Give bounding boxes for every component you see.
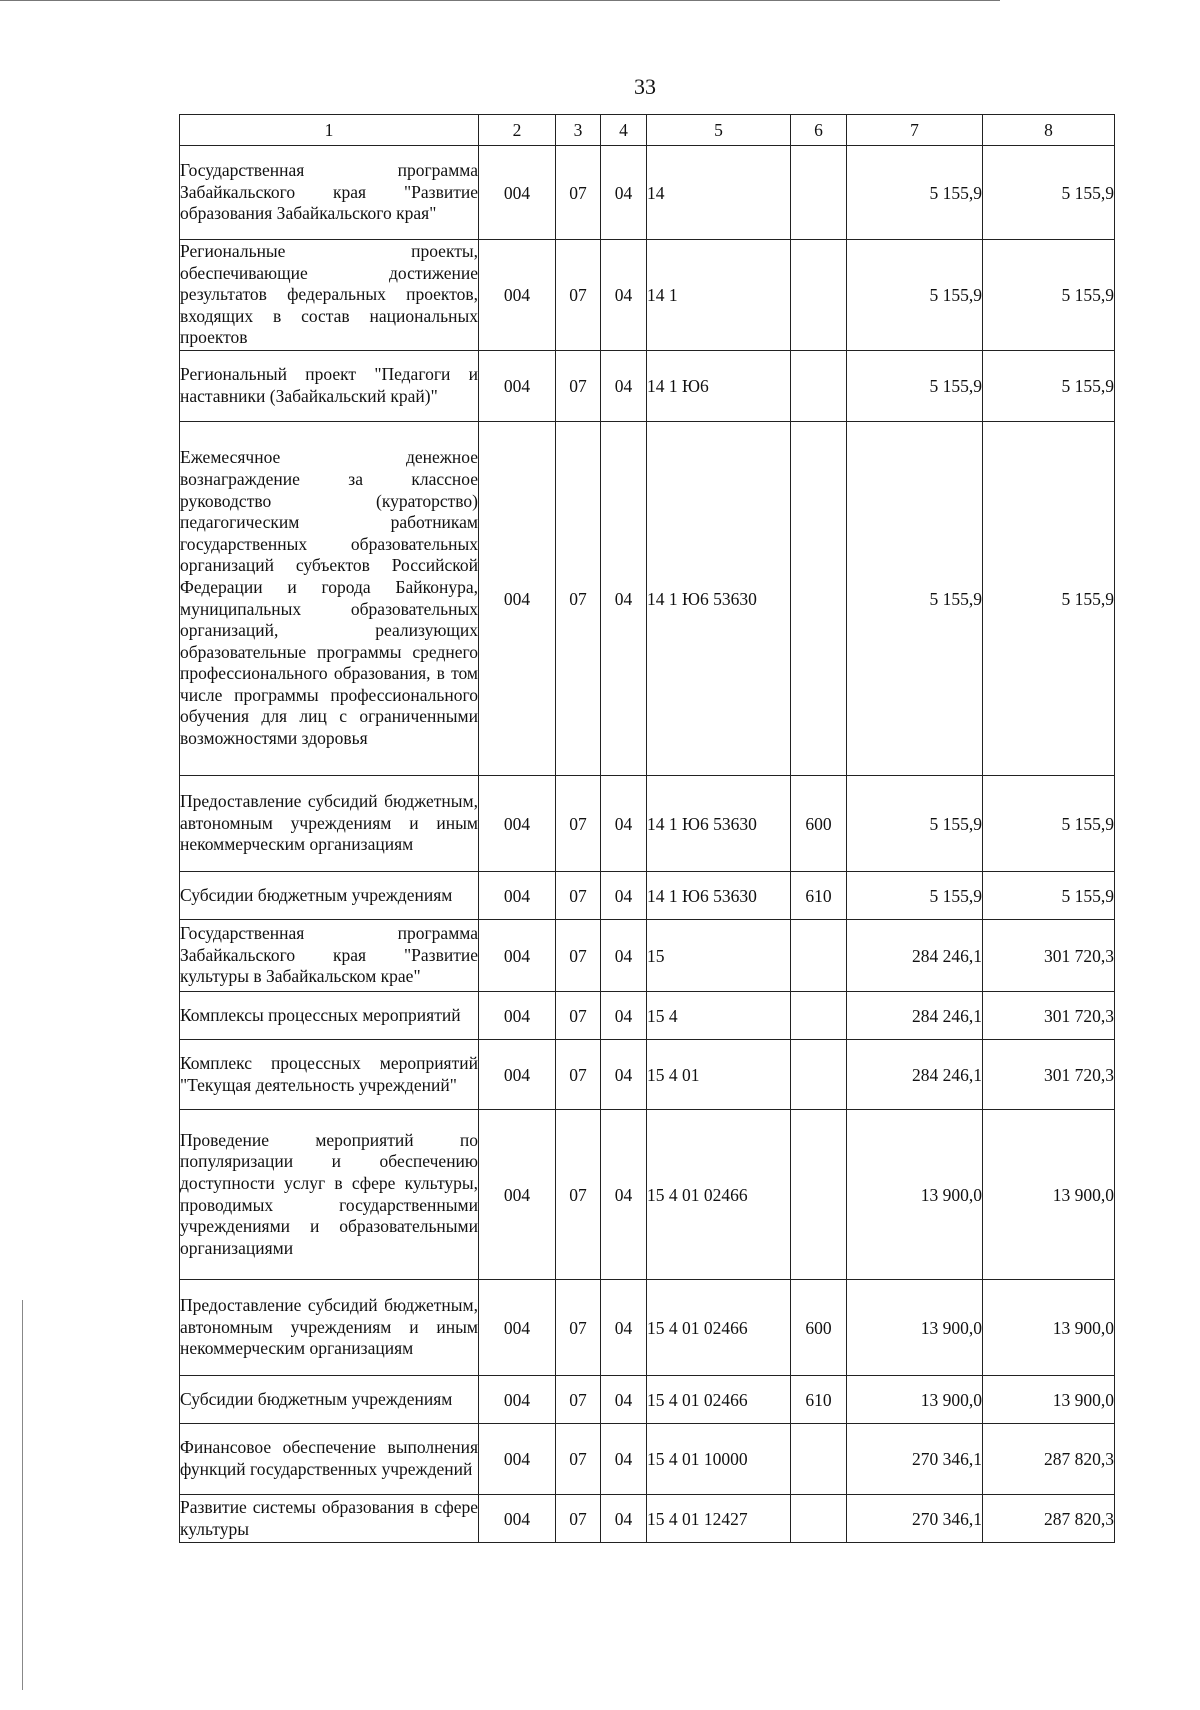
cell-amount-year2: 301 720,3 xyxy=(983,1040,1115,1110)
cell-target: 15 4 01 02466 xyxy=(647,1110,791,1280)
cell-target: 15 4 01 02466 xyxy=(647,1280,791,1376)
header-col-2: 2 xyxy=(479,115,556,146)
cell-amount-year2: 5 155,9 xyxy=(983,776,1115,872)
cell-section: 07 xyxy=(556,351,601,422)
cell-amount-year2: 5 155,9 xyxy=(983,351,1115,422)
cell-subsection: 04 xyxy=(601,1495,647,1543)
cell-admin: 004 xyxy=(479,872,556,920)
cell-amount-year1: 13 900,0 xyxy=(847,1110,983,1280)
table-row xyxy=(180,240,1115,351)
cell-subsection: 04 xyxy=(601,1376,647,1424)
header-col-7: 7 xyxy=(847,115,983,146)
table-row xyxy=(180,1280,1115,1376)
cell-target: 14 1 Ю6 53630 xyxy=(647,776,791,872)
table-row xyxy=(180,1495,1115,1543)
row-name: Комплексы процессных мероприятий xyxy=(180,992,479,1040)
header-col-5: 5 xyxy=(647,115,791,146)
table-row xyxy=(180,1110,1115,1280)
cell-amount-year2: 287 820,3 xyxy=(983,1424,1115,1495)
cell-amount-year1: 270 346,1 xyxy=(847,1495,983,1543)
scan-left-edge xyxy=(22,1300,23,1690)
cell-amount-year1: 284 246,1 xyxy=(847,1040,983,1110)
cell-section: 07 xyxy=(556,992,601,1040)
cell-amount-year1: 284 246,1 xyxy=(847,992,983,1040)
cell-amount-year1: 5 155,9 xyxy=(847,776,983,872)
table-body xyxy=(180,146,1115,1543)
header-col-3: 3 xyxy=(556,115,601,146)
cell-target: 15 xyxy=(647,920,791,992)
table-row xyxy=(180,146,1115,240)
cell-amount-year1: 13 900,0 xyxy=(847,1280,983,1376)
cell-expense-type: 610 xyxy=(791,1376,847,1424)
cell-target: 15 4 01 12427 xyxy=(647,1495,791,1543)
cell-amount-year2: 287 820,3 xyxy=(983,1495,1115,1543)
header-col-1: 1 xyxy=(180,115,479,146)
cell-subsection: 04 xyxy=(601,872,647,920)
table-row xyxy=(180,1376,1115,1424)
cell-subsection: 04 xyxy=(601,1040,647,1110)
table-header xyxy=(180,115,1115,146)
header-row xyxy=(180,115,1115,146)
row-name: Ежемесячное денежное вознаграждение за классное руководство (кураторство) педагогическим работникам государственных образовательных организаций субъектов Российской Федерации и города Байконура, муниципальных образовательных организаций, реализующих образовательные программы среднего профессионального образования, в том числе программы профессионального обучения для лиц с ограниченными возможностями здоровья xyxy=(180,422,479,776)
cell-subsection: 04 xyxy=(601,776,647,872)
cell-target: 15 4 01 02466 xyxy=(647,1376,791,1424)
cell-amount-year2: 5 155,9 xyxy=(983,422,1115,776)
cell-section: 07 xyxy=(556,1280,601,1376)
row-name: Финансовое обеспечение выполнения функций государственных учреждений xyxy=(180,1424,479,1495)
cell-admin: 004 xyxy=(479,240,556,351)
cell-expense-type xyxy=(791,146,847,240)
cell-admin: 004 xyxy=(479,351,556,422)
table-row xyxy=(180,422,1115,776)
cell-expense-type xyxy=(791,1040,847,1110)
cell-section: 07 xyxy=(556,1495,601,1543)
cell-admin: 004 xyxy=(479,146,556,240)
cell-admin: 004 xyxy=(479,992,556,1040)
cell-expense-type xyxy=(791,422,847,776)
cell-subsection: 04 xyxy=(601,1110,647,1280)
row-name: Субсидии бюджетным учреждениям xyxy=(180,1376,479,1424)
row-name: Предоставление субсидий бюджетным, автономным учреждениям и иным некоммерческим организациям xyxy=(180,1280,479,1376)
cell-target: 14 1 Ю6 xyxy=(647,351,791,422)
row-name: Государственная программа Забайкальского края "Развитие культуры в Забайкальском крае" xyxy=(180,920,479,992)
cell-amount-year2: 13 900,0 xyxy=(983,1280,1115,1376)
cell-amount-year1: 5 155,9 xyxy=(847,422,983,776)
cell-admin: 004 xyxy=(479,422,556,776)
cell-expense-type: 610 xyxy=(791,872,847,920)
table-row xyxy=(180,992,1115,1040)
cell-admin: 004 xyxy=(479,776,556,872)
cell-target: 14 xyxy=(647,146,791,240)
table-row xyxy=(180,776,1115,872)
cell-admin: 004 xyxy=(479,1040,556,1110)
scan-top-edge xyxy=(0,0,1000,1)
cell-expense-type xyxy=(791,992,847,1040)
cell-admin: 004 xyxy=(479,1110,556,1280)
cell-amount-year1: 13 900,0 xyxy=(847,1376,983,1424)
cell-admin: 004 xyxy=(479,1376,556,1424)
cell-amount-year1: 5 155,9 xyxy=(847,872,983,920)
cell-section: 07 xyxy=(556,240,601,351)
cell-expense-type xyxy=(791,920,847,992)
cell-target: 15 4 xyxy=(647,992,791,1040)
cell-amount-year2: 301 720,3 xyxy=(983,920,1115,992)
cell-amount-year1: 270 346,1 xyxy=(847,1424,983,1495)
cell-amount-year1: 5 155,9 xyxy=(847,146,983,240)
cell-amount-year1: 5 155,9 xyxy=(847,240,983,351)
table-row xyxy=(180,872,1115,920)
cell-section: 07 xyxy=(556,422,601,776)
cell-amount-year1: 284 246,1 xyxy=(847,920,983,992)
cell-admin: 004 xyxy=(479,920,556,992)
cell-expense-type xyxy=(791,1495,847,1543)
cell-subsection: 04 xyxy=(601,351,647,422)
cell-target: 14 1 xyxy=(647,240,791,351)
cell-target: 15 4 01 xyxy=(647,1040,791,1110)
cell-admin: 004 xyxy=(479,1424,556,1495)
cell-amount-year2: 5 155,9 xyxy=(983,146,1115,240)
table-row xyxy=(180,920,1115,992)
cell-expense-type xyxy=(791,240,847,351)
cell-target: 14 1 Ю6 53630 xyxy=(647,872,791,920)
cell-expense-type xyxy=(791,1110,847,1280)
row-name: Государственная программа Забайкальского края "Развитие образования Забайкальского края" xyxy=(180,146,479,240)
row-name: Региональный проект "Педагоги и наставники (Забайкальский край)" xyxy=(180,351,479,422)
cell-expense-type xyxy=(791,1424,847,1495)
page-number: 33 xyxy=(634,74,656,99)
row-name: Развитие системы образования в сфере культуры xyxy=(180,1495,479,1543)
cell-section: 07 xyxy=(556,146,601,240)
cell-expense-type: 600 xyxy=(791,1280,847,1376)
cell-amount-year2: 301 720,3 xyxy=(983,992,1115,1040)
cell-subsection: 04 xyxy=(601,146,647,240)
cell-section: 07 xyxy=(556,1376,601,1424)
cell-section: 07 xyxy=(556,920,601,992)
table-row xyxy=(180,351,1115,422)
cell-target: 15 4 01 10000 xyxy=(647,1424,791,1495)
cell-section: 07 xyxy=(556,776,601,872)
row-name: Комплекс процессных мероприятий "Текущая деятельность учреждений" xyxy=(180,1040,479,1110)
cell-subsection: 04 xyxy=(601,1280,647,1376)
row-name: Предоставление субсидий бюджетным, автономным учреждениям и иным некоммерческим организациям xyxy=(180,776,479,872)
cell-expense-type: 600 xyxy=(791,776,847,872)
cell-target: 14 1 Ю6 53630 xyxy=(647,422,791,776)
row-name: Региональные проекты, обеспечивающие достижение результатов федеральных проектов, входящих в состав национальных проектов xyxy=(180,240,479,351)
cell-amount-year2: 13 900,0 xyxy=(983,1110,1115,1280)
cell-amount-year1: 5 155,9 xyxy=(847,351,983,422)
cell-subsection: 04 xyxy=(601,1424,647,1495)
cell-amount-year2: 5 155,9 xyxy=(983,240,1115,351)
cell-amount-year2: 5 155,9 xyxy=(983,872,1115,920)
cell-expense-type xyxy=(791,351,847,422)
cell-section: 07 xyxy=(556,1110,601,1280)
cell-subsection: 04 xyxy=(601,992,647,1040)
budget-table xyxy=(179,114,1115,1543)
cell-subsection: 04 xyxy=(601,240,647,351)
table-row xyxy=(180,1424,1115,1495)
cell-amount-year2: 13 900,0 xyxy=(983,1376,1115,1424)
cell-admin: 004 xyxy=(479,1495,556,1543)
header-col-4: 4 xyxy=(601,115,647,146)
cell-section: 07 xyxy=(556,872,601,920)
cell-subsection: 04 xyxy=(601,920,647,992)
cell-admin: 004 xyxy=(479,1280,556,1376)
cell-subsection: 04 xyxy=(601,422,647,776)
header-col-8: 8 xyxy=(983,115,1115,146)
row-name: Субсидии бюджетным учреждениям xyxy=(180,872,479,920)
cell-section: 07 xyxy=(556,1424,601,1495)
header-col-6: 6 xyxy=(791,115,847,146)
cell-section: 07 xyxy=(556,1040,601,1110)
table-row xyxy=(180,1040,1115,1110)
row-name: Проведение мероприятий по популяризации и обеспечению доступности услуг в сфере культуры, проводимых государственными учреждениями и образовательными организациями xyxy=(180,1110,479,1280)
